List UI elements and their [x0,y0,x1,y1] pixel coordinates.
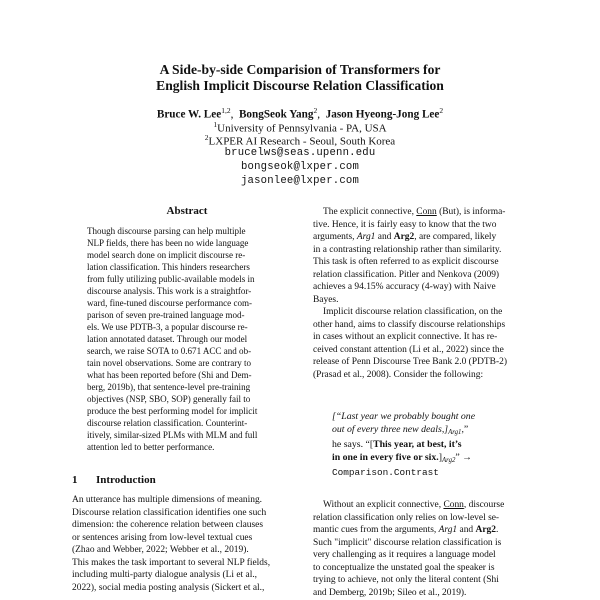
example-arg2-line-1: This year, at best, it’s [373,439,462,451]
right-paragraph-1: The explicit connective, Conn (But), is informa- tive. Hence, it is fairly easy to know that the two arguments, Arg1 and Arg2, are compared, likely in a contrasting relationship rather than similarity. This task is often referred to as explicit discourse relation classification. Pitler and Nenkova (2009) achieves a 94.15% accuracy (4-way) with Naive Bayes. [313,207,506,305]
intro-body [72,494,302,594]
abstract-line: attention led to better performance. [87,442,215,452]
affiliation-1: $^1$University of Pennsylvania - PA, USA [213,120,387,135]
intro-line: 2022), social media posting analysis (Sickert et al., [72,582,265,593]
arg2-term: Arg2 [475,525,496,535]
author-1: Bruce W. Lee [156,108,222,121]
example-arg2-line-2: in one in every five or six. [332,451,439,463]
author-3-affil: 2 [439,106,444,115]
abstract-line: discourse analysis. This work is a straightfor- [87,286,252,296]
example-block: [“Last year we probably bought one out of every three new $deals,]_{Arg1}$,” he says. “[This year, at best, it’s in one in every five or $six.]_{Arg2}$” → Comparison.Contrast [332,411,512,480]
conn-term: Conn [416,207,437,217]
email-3: jasonlee@lxper.com [240,175,360,187]
abstract-line: Though discourse parsing can help multiple [87,226,246,236]
abstract-line: lation annotated dataset. Through our model [87,334,248,344]
intro-line: Discourse relation classification identifies one such [72,507,267,518]
right-paragraph-2: Implicit discourse relation classification, on the other hand, aims to classify discourse relationships in cases without an explicit connective. It has re- ceived constant attention (Li et al., 2022) since the release of Penn Discourse Tree Bank 2.0 (PDTB-2) (Prasad et al., 2008). Consider the following: [313,307,507,380]
intro-line: An utterance has multiple dimensions of meaning. [72,495,263,505]
author-2: BongSeok Yang [238,108,314,121]
conn-term: Conn [443,500,464,510]
abstract-line: model search done on implicit discourse re- [87,250,246,260]
intro-line: (Zhao and Webber, 2022; Webber et al., 2019). [72,545,249,555]
title-line-2: English Implicit Discourse Relation Classification [156,78,444,93]
relation-label: Comparison.Contrast [332,467,439,479]
intro-line: This makes the task important to several NLP fields, [72,557,271,568]
email-1: brucelws@seas.upenn.edu [224,147,376,159]
abstract-line: from fully utilizing public-available models in [87,274,255,284]
abstract-line: berg, 2019b), that sentence-level pre-training [87,382,251,392]
arg1-term: Arg1 [438,525,458,535]
abstract-line: discourse relation classification. Counterint- [87,418,248,428]
abstract-line: lation classification. This hinders researchers [87,262,250,272]
title-line-1: A Side-by-side Comparision of Transformers for [159,62,441,77]
abstract-line: search, we raise SOTA to 0.671 ACC and ob- [87,346,252,356]
affiliation-2: $^2$LXPER AI Research - Seoul, South Korea [204,133,396,148]
intro-line: dimension: the coherence relation between clauses [72,520,264,530]
section-number: 1 [72,474,78,486]
arg2-term: Arg2 [393,232,415,242]
author-3: Jason Hyeong-Jong Lee [325,108,440,121]
author-list: Bruce W. Lee$^{1,2}$, BongSeok Yang$^2$, Jason Hyeong-Jong Lee$^2$ [156,106,444,121]
abstract-line: els. We use PDTB-3, a popular discourse re- [87,322,248,332]
email-2: bongseok@lxper.com [240,161,360,173]
right-paragraph-3: Without an explicit connective, Conn, discourse relation classification only relies on low-level se- mantic cues from the arguments, Arg1 and Arg2. Such "implicit" discourse relation classification is very challenging as it requires a language model to conceptualize the unstated goal the speaker is trying to achieve, not only the literal content (Shi and Demberg, 2019b; Sileo et al., 2019). [313,500,505,598]
abstract-line: tain novel observations. Some are contrary to [87,358,252,368]
abstract-body [87,225,287,453]
example-arg1-line-2: out of every three new deals,] [332,423,449,435]
intro-line: or sentences arising from low-level textual cues [72,532,253,543]
abstract-line: itively, similar-sized PLMs with MLM and full [87,430,258,440]
paper-title [0,62,600,94]
intro-line: including multi-party dialogue analysis (Li et al., [72,570,258,580]
abstract-heading: Abstract [166,205,208,217]
abstract-line: what has been reported before (Shi and Dem- [87,370,252,380]
section-title: Introduction [96,474,156,486]
author-1-affil: 1,2 [221,106,231,115]
abstract-line: produce the best performing model for implicit [87,406,258,416]
arg1-subscript: Arg1 [448,428,462,436]
author-2-affil: 2 [313,106,318,115]
abstract-line: objectives (NSP, SBO, SOP) generally fail to [87,394,251,404]
arg2-subscript: Arg2 [442,456,456,464]
arg1-term: Arg1 [356,232,376,242]
example-arg1-line-1: [“Last year we probably bought one [332,411,476,422]
abstract-line: parison of seven pre-trained language mod- [87,310,245,320]
abstract-line: NLP fields, there has been no wide language [87,238,249,248]
intro-heading [72,474,156,486]
abstract-line: ward, fine-tuned discourse performance com- [87,298,253,308]
